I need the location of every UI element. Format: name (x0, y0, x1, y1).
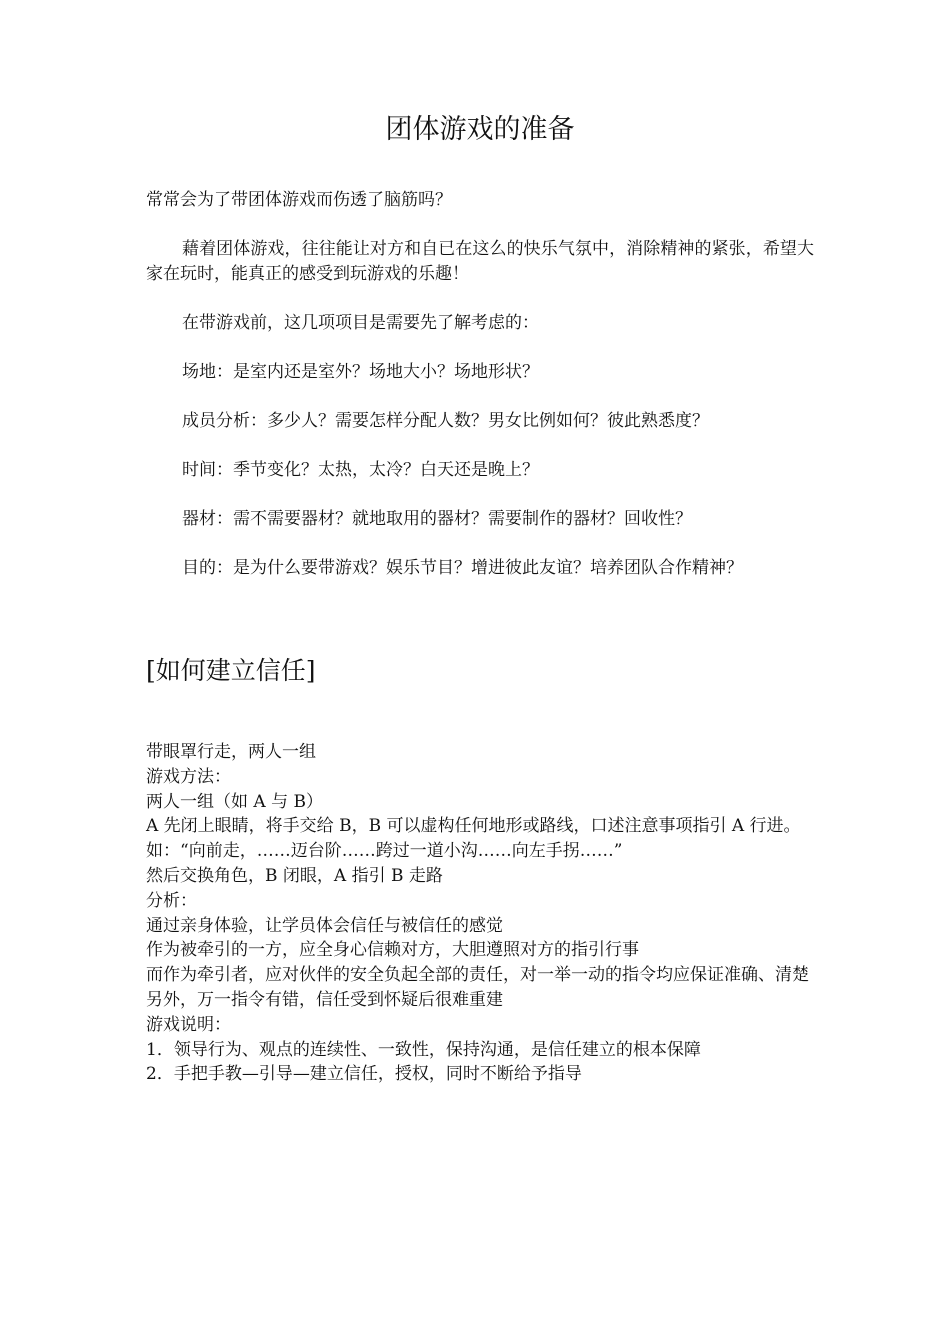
explanation-label: 游戏说明： (146, 1014, 231, 1035)
intro-question: 常常会为了带团体游戏而伤透了脑筋吗？ (146, 190, 452, 210)
consideration-equipment: 器材：需不需要器材？就地取用的器材？需要制作的器材？回收性？ (182, 509, 692, 529)
method-label: 游戏方法： (146, 766, 231, 787)
explanation-line: 2．手把手教—引导—建立信任，授权，同时不断给予指导 (146, 1064, 582, 1085)
analysis-line: 另外，万一指令有错，信任受到怀疑后很难重建 (146, 989, 503, 1010)
section-heading-trust: [如何建立信任] (146, 656, 316, 685)
game-name: 带眼罩行走，两人一组 (146, 742, 316, 762)
analysis-line: 作为被牵引的一方，应全身心信赖对方，大胆遵照对方的指引行事 (146, 940, 639, 961)
method-line: 然后交换角色，B 闭眼，A 指引 B 走路 (146, 865, 443, 886)
considerations-lead: 在带游戏前，这几项项目是需要先了解考虑的： (182, 313, 539, 333)
analysis-line: 通过亲身体验，让学员体会信任与被信任的感觉 (146, 915, 503, 936)
consideration-venue: 场地：是室内还是室外？场地大小？场地形状？ (182, 362, 539, 382)
analysis-line: 而作为牵引者，应对伙伴的安全负起全部的责任，对一举一动的指令均应保证准确、清楚 (146, 965, 809, 986)
method-line: 两人一组（如 A 与 B） (146, 791, 323, 812)
analysis-label: 分析： (146, 890, 197, 911)
trust-game-section (146, 740, 814, 1087)
consideration-purpose: 目的：是为什么要带游戏？娱乐节目？增进彼此友谊？培养团队合作精神？ (182, 558, 743, 578)
document-title: 团体游戏的准备 (385, 114, 575, 145)
explanation-line: 1．领导行为、观点的连续性、一致性，保持沟通，是信任建立的根本保障 (146, 1039, 701, 1060)
method-line: A 先闭上眼睛，将手交给 B，B 可以虚构任何地形或路线，口述注意事项指引 A 行进。如：“向前走，……迈台阶……跨过一道小沟……向左手拐……” (146, 816, 801, 862)
intro-paragraph: 藉着团体游戏，往往能让对方和自已在这么的快乐气氛中，消除精神的紧张，希望大家在玩时，能真正的感受到玩游戏的乐趣！ (146, 239, 814, 284)
consideration-time: 时间：季节变化？太热，太冷？白天还是晚上？ (182, 460, 539, 480)
preparation-section (146, 188, 814, 605)
consideration-members: 成员分析：多少人？需要怎样分配人数？男女比例如何？彼此熟悉度？ (182, 411, 709, 431)
